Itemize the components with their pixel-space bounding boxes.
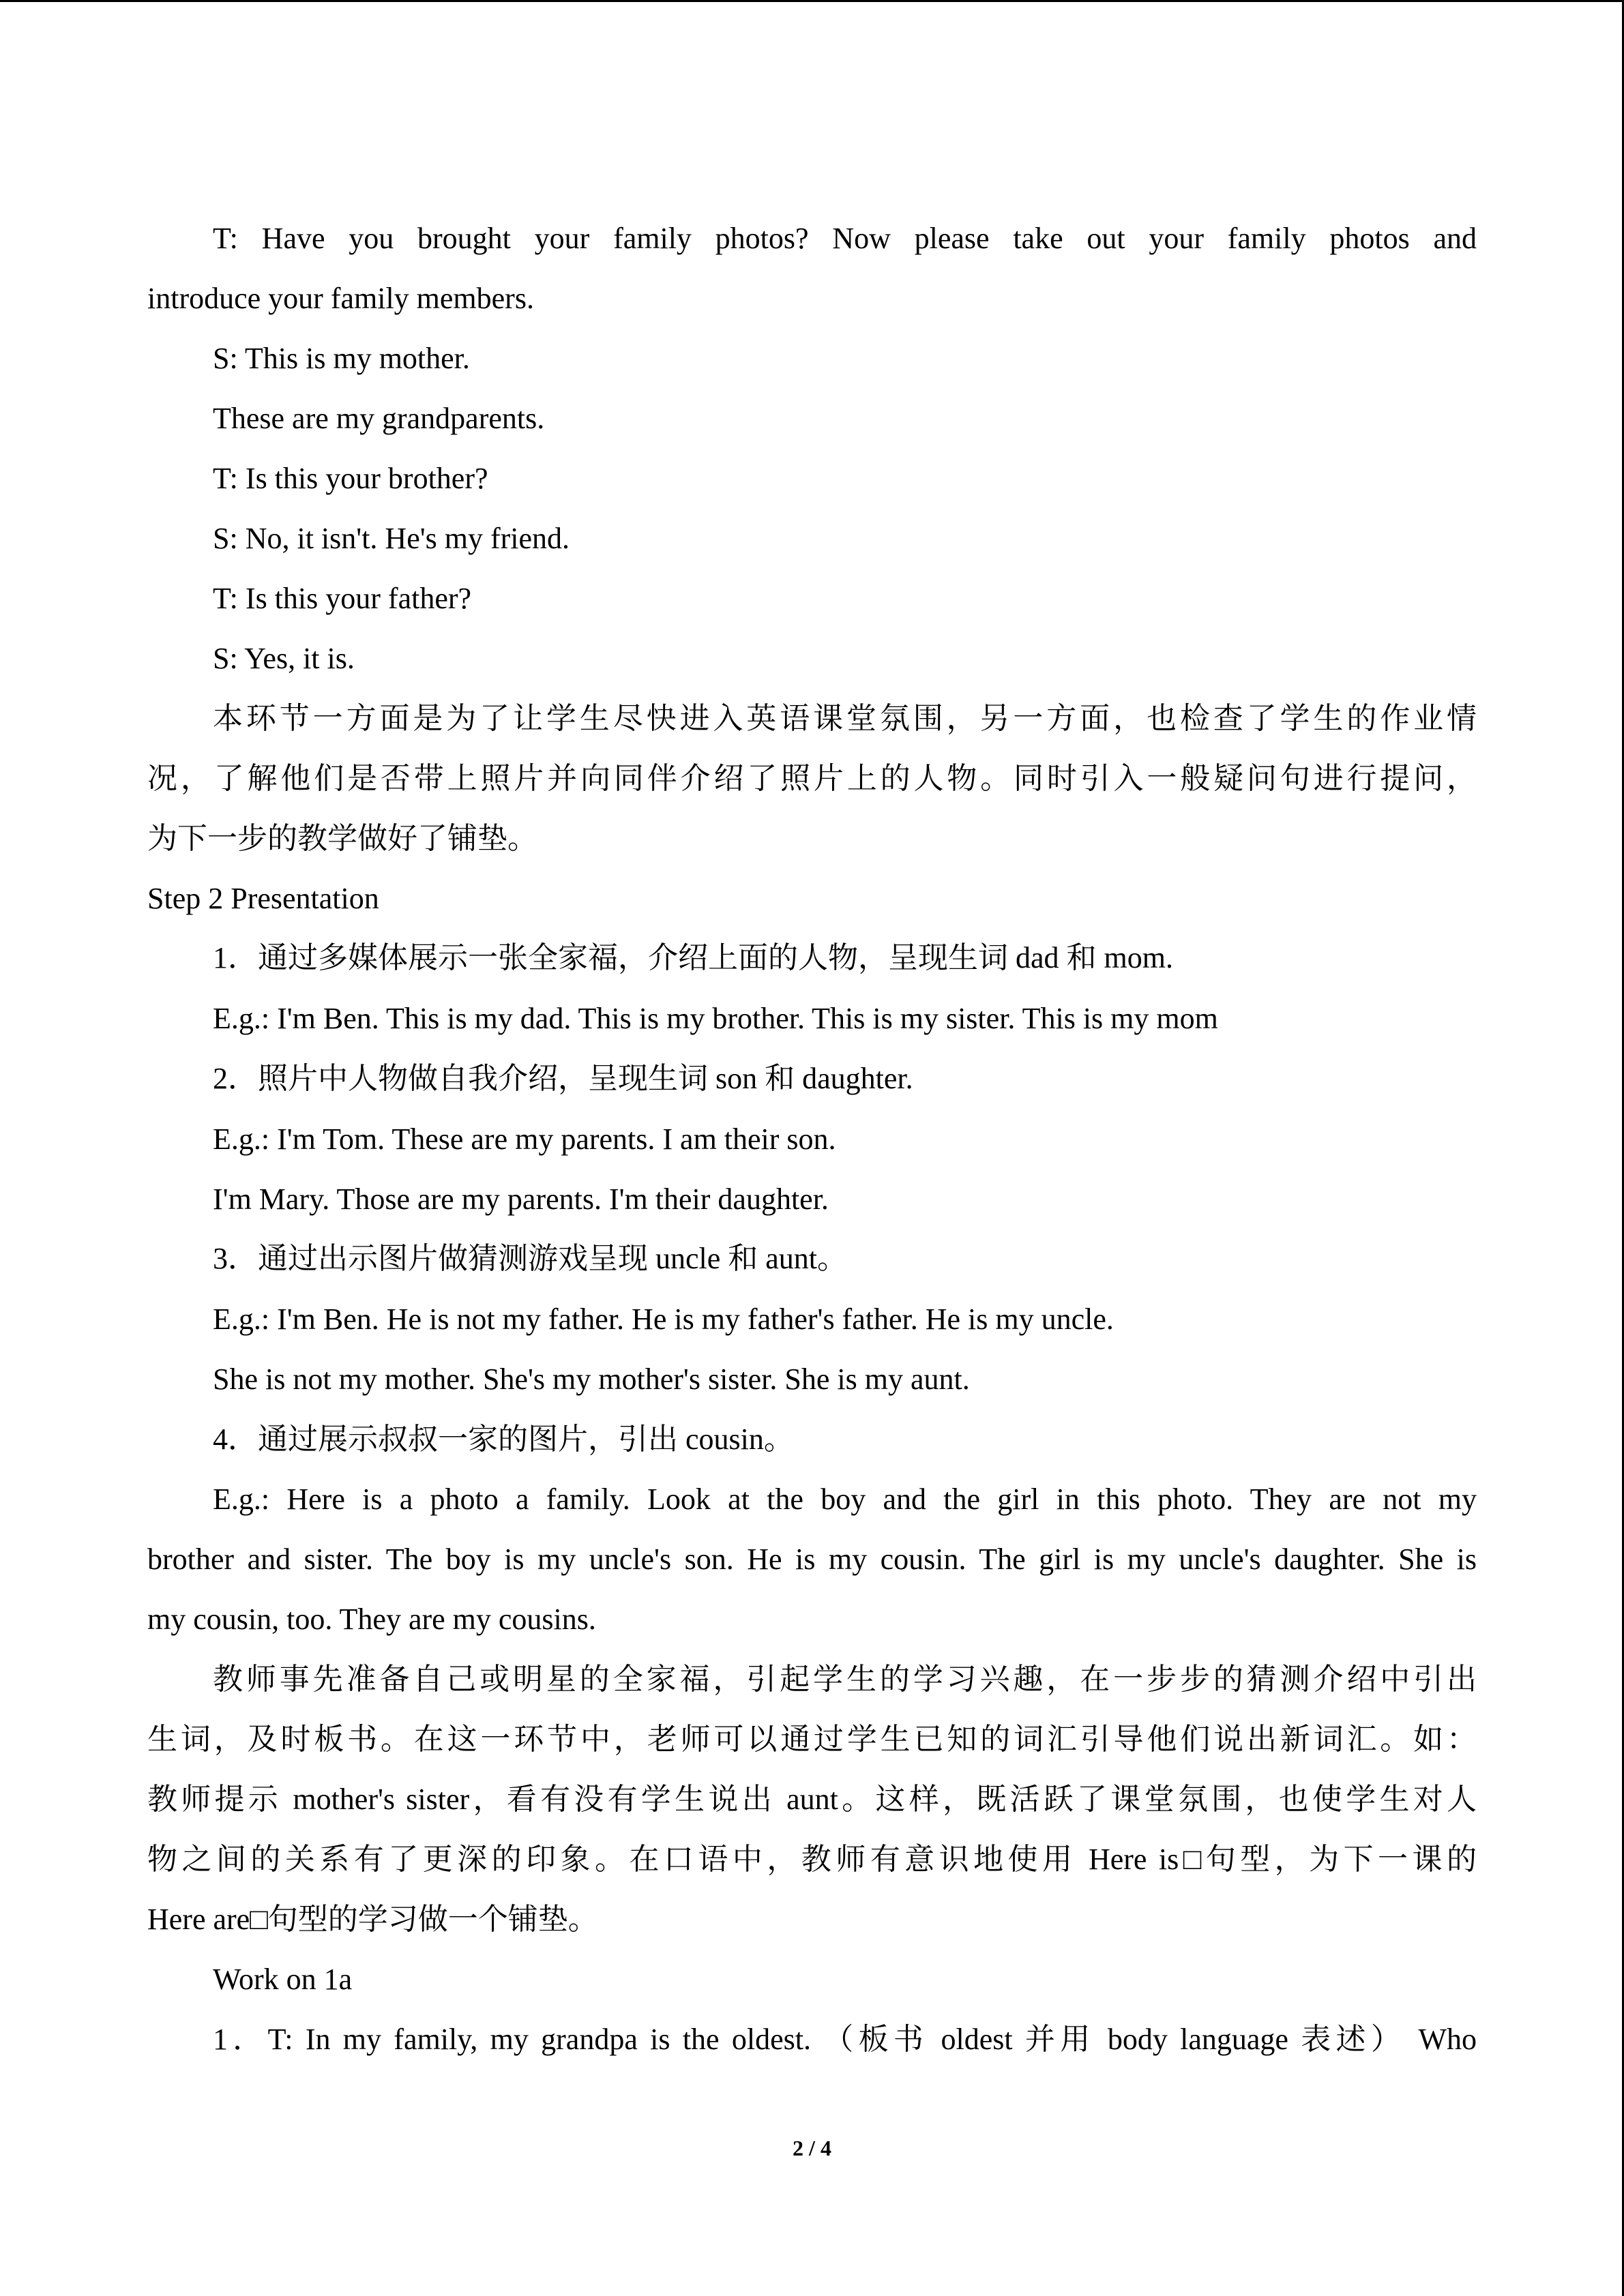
text-line: my cousin, too. They are my cousins.: [147, 1602, 596, 1636]
text-line: 教师事先准备自己或明星的全家福，引起学生的学习兴趣，在一步步的猜测介绍中引出: [213, 1663, 1477, 1696]
text-line: These are my grandparents.: [213, 402, 545, 435]
text-line: 本环节一方面是为了让学生尽快进入英语课堂氛围，另一方面，也检查了学生的作业情: [213, 702, 1477, 735]
text-line: 1．T: In my family, my grandpa is the oldest. （板书 oldest 并用 body language 表述） Who: [213, 2023, 1477, 2056]
text-line: 生词，及时板书。在这一环节中，老师可以通过学生已知的词汇引导他们说出新词汇。如：: [147, 1723, 1477, 1756]
text-line: T: Is this your father?: [213, 582, 472, 615]
text-line: E.g.: I'm Tom. These are my parents. I am their son.: [213, 1122, 836, 1156]
text-line: E.g.: I'm Ben. This is my dad. This is my brother. This is my sister. This is my mom: [213, 1002, 1218, 1035]
text-line: 物之间的关系有了更深的印象。在口语中，教师有意识地使用 Here is□句型，为下一课的: [147, 1843, 1477, 1876]
text-line: S: Yes, it is.: [213, 642, 355, 675]
text-line: S: This is my mother.: [213, 342, 470, 375]
text-line: 2．照片中人物做自我介绍，呈现生词 son 和 daughter.: [213, 1062, 913, 1095]
paragraph-teacher-question: [147, 218, 1477, 319]
text-line: 3．通过出示图片做猜测游戏呈现 uncle 和 aunt。: [213, 1242, 848, 1275]
text-line: 为下一步的教学做好了铺垫。: [147, 822, 537, 855]
text-line: T: Is this your brother?: [213, 462, 488, 495]
text-line: 况，了解他们是否带上照片并向同伴介绍了照片上的人物。同时引入一般疑问句进行提问，: [147, 762, 1477, 795]
text-line: introduce your family members.: [147, 282, 534, 315]
text-line: 1．通过多媒体展示一张全家福，介绍上面的人物，呈现生词 dad 和 mom.: [213, 941, 1173, 974]
text-line: E.g.: I'm Ben. He is not my father. He is my father's father. He is my uncle.: [213, 1302, 1114, 1336]
paragraph-work-on-1a: [213, 2019, 1477, 2060]
page-top-border: [0, 0, 1624, 2]
paragraph-cousin-example: [147, 1479, 1477, 1640]
text-line: T: Have you brought your family photos? Now please take out your family photos and: [213, 222, 1477, 255]
paragraph-commentary-1: [147, 698, 1477, 859]
text-line: She is not my mother. She's my mother's sister. She is my aunt.: [213, 1362, 970, 1396]
text-line: E.g.: Here is a photo a family. Look at the boy and the girl in this photo. They are not my: [213, 1482, 1477, 1516]
text-line: 4．通过展示叔叔一家的图片，引出 cousin。: [213, 1422, 794, 1456]
section-heading: Step 2 Presentation: [147, 882, 379, 915]
paragraph-commentary-2: [147, 1659, 1477, 1940]
text-line: 教师提示 mother's sister，看有没有学生说出 aunt。这样，既活跃了课堂氛围，也使学生对人: [147, 1783, 1477, 1816]
section-subheading: Work on 1a: [213, 1963, 353, 1996]
text-line: Here are□句型的学习做一个铺垫。: [147, 1903, 598, 1936]
text-line: I'm Mary. Those are my parents. I'm their daughter.: [213, 1182, 829, 1216]
text-line: S: No, it isn't. He's my friend.: [213, 522, 570, 555]
text-line: brother and sister. The boy is my uncle's son. He is my cousin. The girl is my uncle's daughter. She is: [147, 1542, 1477, 1576]
page-number: 2 / 4: [793, 2136, 831, 2160]
